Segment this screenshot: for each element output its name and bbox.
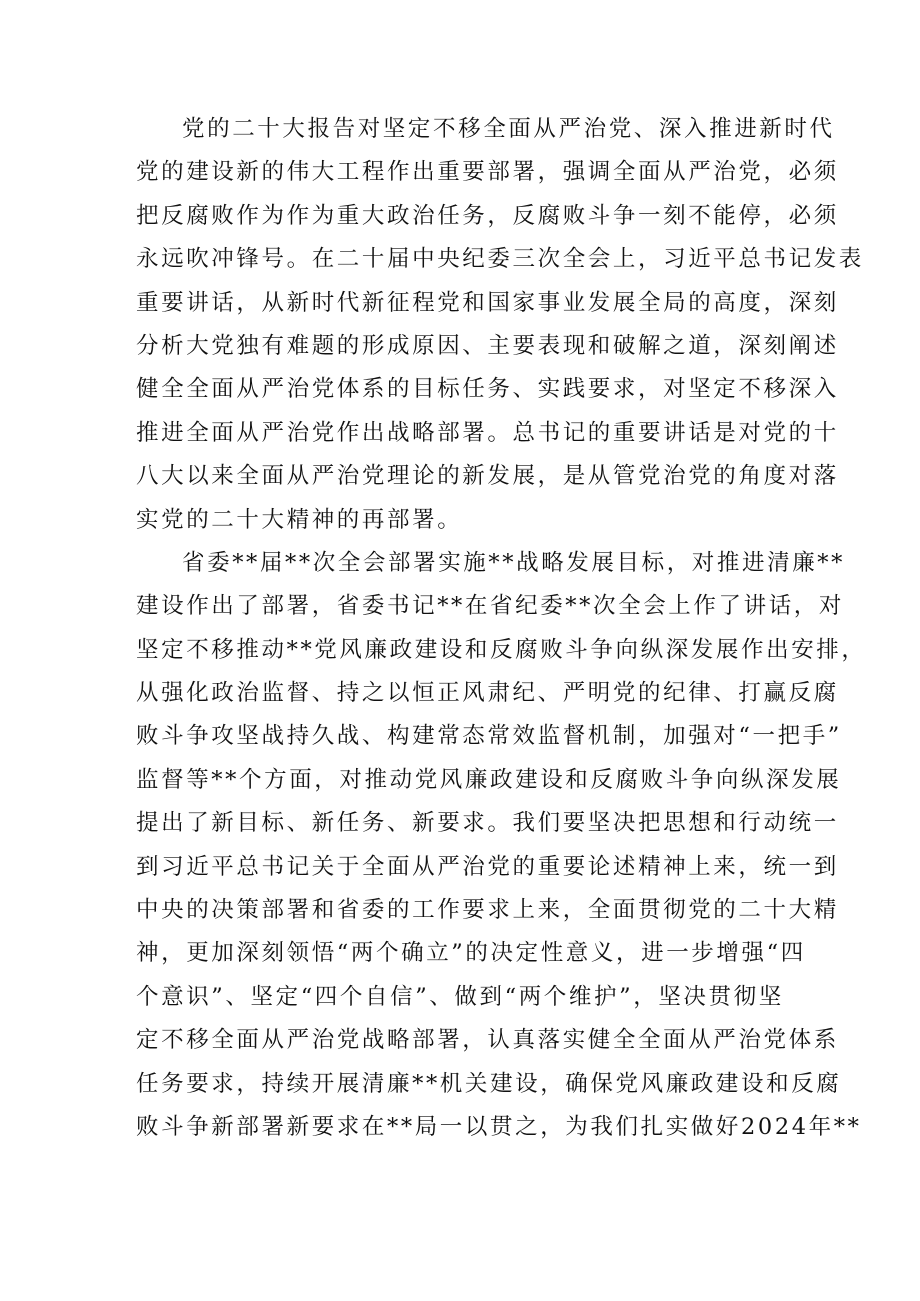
text-line: 党的二十大报告对坚定不移全面从严治党、深入推进新时代 bbox=[182, 116, 835, 142]
text-line: 监督等**个方面，对推动党风廉政建设和反腐败斗争向纵深发展 bbox=[136, 766, 842, 793]
text-line: 建设作出了部署，省委书记**在省纪委**次全会上作了讲话，对 bbox=[136, 593, 845, 620]
text-line: 八大以来全面从严治党理论的新发展，是从管党治党的角度对落 bbox=[136, 463, 839, 490]
paragraph-1 bbox=[136, 108, 864, 542]
text-line: 健全全面从严治党体系的目标任务、实践要求，对坚定不移深入 bbox=[136, 376, 839, 403]
text-line: 实党的二十大精神的再部署。 bbox=[136, 506, 463, 533]
text-line: 省委**届**次全会部署实施**战略发展目标，对推进清廉** bbox=[182, 549, 846, 576]
text-line: 坚定不移推动**党风廉政建设和反腐败斗争向纵深发展作出安排， bbox=[136, 636, 867, 663]
text-line: 提出了新目标、新任务、新要求。我们要坚决把思想和行动统一 bbox=[136, 810, 839, 837]
text-line: 定不移全面从严治党战略部署，认真落实健全全面从严治党体系 bbox=[136, 1027, 839, 1054]
text-line: 个意识”、坚定“四个自信”、做到“两个维护”，坚决贯彻坚 bbox=[136, 983, 784, 1010]
text-line: 败斗争攻坚战持久战、构建常态常效监督机制，加强对“一把手” bbox=[136, 723, 842, 750]
text-line: 党的建设新的伟大工程作出重要部署，强调全面从严治党，必须 bbox=[136, 159, 839, 186]
text-line: 推进全面从严治党作出战略部署。总书记的重要讲话是对党的十 bbox=[136, 419, 839, 446]
text-line: 到习近平总书记关于全面从严治党的重要论述精神上来，统一到 bbox=[136, 853, 839, 880]
text-line: 从强化政治监督、持之以恒正风肃纪、严明党的纪律、打赢反腐 bbox=[136, 680, 839, 707]
text-line: 中央的决策部署和省委的工作要求上来，全面贯彻党的二十大精 bbox=[136, 897, 839, 924]
text-line: 永远吹冲锋号。在二十届中央纪委三次全会上，习近平总书记发表 bbox=[136, 246, 864, 273]
text-line: 神，更加深刻领悟“两个确立”的决定性意义，进一步增强“四 bbox=[136, 940, 806, 967]
paragraph-2 bbox=[136, 542, 867, 1149]
text-line: 败斗争新部署新要求在**局一以贯之，为我们扎实做好2024年** bbox=[136, 1113, 862, 1140]
text-line: 把反腐败作为作为重大政治任务，反腐败斗争一刻不能停，必须 bbox=[136, 202, 839, 229]
text-line: 重要讲话，从新时代新征程党和国家事业发展全局的高度，深刻 bbox=[136, 289, 839, 316]
text-line: 分析大党独有难题的形成原因、主要表现和破解之道，深刻阐述 bbox=[136, 332, 839, 359]
text-line: 任务要求，持续开展清廉**机关建设，确保党风廉政建设和反腐 bbox=[136, 1070, 842, 1097]
document-body bbox=[136, 108, 867, 1149]
